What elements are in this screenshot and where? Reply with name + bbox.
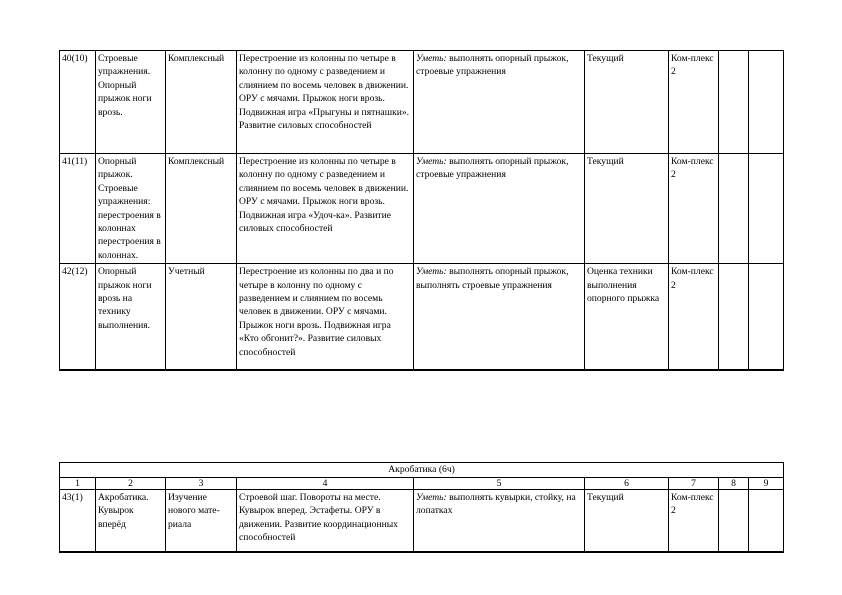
requirements-text: выполнять опорный прыжок, выполнять строевые упражнения (416, 266, 569, 291)
column-number-7: 7 (669, 478, 719, 490)
requirements-text: выполнять опорный прыжок, строевые упражнения (416, 53, 569, 78)
equipment: Ком-плекс 2 (669, 490, 719, 552)
lesson-topic: Акробатика. Кувырок вперёд (96, 490, 166, 552)
requirements-label: Уметь: (416, 492, 447, 503)
empty-cell-9 (749, 51, 784, 154)
column-numbers-row (60, 478, 784, 490)
lesson-type: Учетный (166, 264, 237, 370)
column-number-8: 8 (719, 478, 749, 490)
equipment: Ком-плекс 2 (669, 264, 719, 370)
table-row (60, 51, 784, 154)
empty-cell-9 (749, 154, 784, 264)
table-row (60, 154, 784, 264)
lesson-content: Строевой шаг. Повороты на месте. Кувырок вперед. Эстафеты. ОРУ в движении. Развитие координационных способностей (237, 490, 414, 552)
lesson-requirements (414, 490, 585, 552)
lesson-content: Перестроение из колонны по два и по четыре в колонну по одному с разведением и слиянием по восемь человек в движении. ОРУ с мячами. Прыжок ноги врозь. Подвижная игра «Кто обгонит?». Развитие силовых способностей (237, 264, 414, 370)
lesson-type: Комплексный (166, 154, 237, 264)
empty-cell-8 (719, 264, 749, 370)
control-type: Текущий (585, 490, 669, 552)
lesson-plan-table-top (59, 50, 784, 371)
section-title: Акробатика (6ч) (60, 463, 784, 478)
lesson-number: 43(1) (60, 490, 96, 552)
equipment: Ком-плекс 2 (669, 51, 719, 154)
section-title-row (60, 463, 784, 478)
lesson-plan-table-bottom (59, 462, 784, 553)
empty-cell-9 (749, 490, 784, 552)
requirements-text: выполнять опорный прыжок, строевые упражнения (416, 156, 569, 181)
requirements-label: Уметь: (416, 266, 447, 278)
lesson-number: 40(10) (60, 51, 96, 154)
control-type: Оценка техники выполнения опорного прыжка (585, 264, 669, 370)
lesson-requirements (414, 51, 585, 154)
lesson-topic: Опорный прыжок ноги врозь на технику выполнения. (96, 264, 166, 370)
lesson-requirements (414, 264, 585, 370)
empty-cell-9 (749, 264, 784, 370)
lesson-requirements (414, 154, 585, 264)
column-number-1: 1 (60, 478, 96, 490)
column-number-2: 2 (96, 478, 166, 490)
table-row (60, 490, 784, 552)
lesson-type: Изучение нового мате-риала (166, 490, 237, 552)
requirements-text: выполнять кувырки, стойку, на лопатках (416, 492, 576, 517)
equipment: Ком-плекс 2 (669, 154, 719, 264)
column-number-5: 5 (414, 478, 585, 490)
lesson-number: 42(12) (60, 264, 96, 370)
control-type: Текущий (585, 51, 669, 154)
lesson-type: Комплексный (166, 51, 237, 154)
empty-cell-8 (719, 490, 749, 552)
column-number-6: 6 (585, 478, 669, 490)
lesson-topic: Опорный прыжок. Строевые упражнения: перестроения в колоннах перестроения в колоннах. (96, 154, 166, 264)
requirements-label: Уметь: (416, 53, 447, 64)
lesson-content: Перестроение из колонны по четыре в колонну по одному с разведением и слиянием по восемь человек в движении. ОРУ с мячами. Прыжок ноги врозь. Подвижная игра «Прыгуны и пятнашки». Развитие силовых способностей (237, 51, 414, 154)
control-type: Текущий (585, 154, 669, 264)
column-number-9: 9 (749, 478, 784, 490)
lesson-content: Перестроение из колонны по четыре в колонну по одному с разведением и слиянием по восемь человек в движении. ОРУ с мячами. Прыжок ноги врозь. Подвижная игра «Удоч-ка». Развитие силовых способностей (237, 154, 414, 264)
column-number-3: 3 (166, 478, 237, 490)
empty-cell-8 (719, 51, 749, 154)
lesson-number: 41(11) (60, 154, 96, 264)
empty-cell-8 (719, 154, 749, 264)
table-row (60, 264, 784, 370)
requirements-label: Уметь: (416, 156, 447, 167)
lesson-topic: Строевые упражнения. Опорный прыжок ноги врозь. (96, 51, 166, 154)
column-number-4: 4 (237, 478, 414, 490)
